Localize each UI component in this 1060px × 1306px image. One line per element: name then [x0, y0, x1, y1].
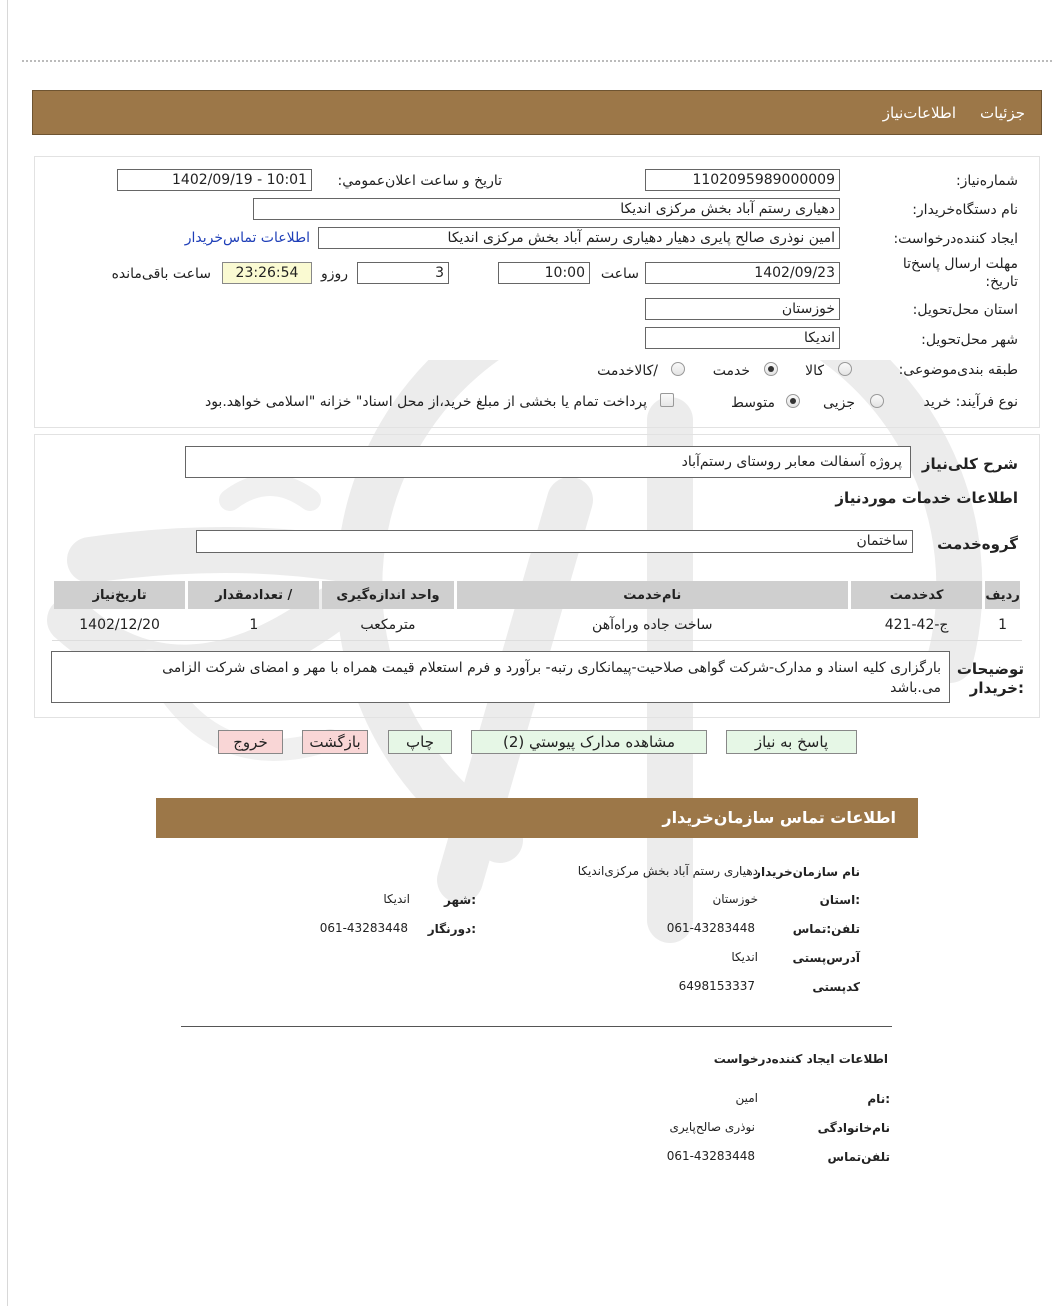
requester-name-label: :نام — [867, 1092, 890, 1106]
requester-family-label: نام‌خانوادگی — [817, 1121, 890, 1135]
deadline-date-field: 1402/09/23 — [645, 262, 840, 284]
postal-code-label: کد‌پستی — [812, 980, 860, 994]
contact-fax-label: :دورنگار — [427, 922, 476, 936]
hour-label: ساعت — [600, 266, 639, 282]
remaining-timer: 23:26:54 — [222, 262, 312, 284]
cell-quantity: 1 — [249, 617, 259, 633]
requester-title: اطلاعات ایجاد کننده‌درخواست — [713, 1052, 888, 1066]
cell-row: 1 — [998, 617, 1008, 633]
buyer-notes-line-2: می.باشد — [890, 680, 941, 696]
creator-field: امین نوذری صالح پایری دهیار دهیاری رستم آباد بخش مرکزی اندیکا — [318, 227, 840, 249]
category-goods-label: کالا — [805, 363, 824, 379]
buyer-notes-field — [51, 651, 950, 703]
contact-phone-value: 061-43283448 — [666, 921, 755, 935]
buyer-org-label: نام دستگاه‌خریدار: — [912, 202, 1018, 218]
process-radio-medium[interactable] — [786, 394, 800, 408]
contact-city-label: :شهر — [444, 893, 476, 907]
col-service-code: کدخدمت — [851, 581, 982, 609]
postal-code-value: 6498153337 — [678, 979, 755, 993]
payment-note: پرداخت تمام یا بخشی از مبلغ خرید،از محل اسناد" خزانه "اسلامی خواهد.بود — [204, 394, 647, 410]
city-field: اندیکا — [645, 327, 840, 349]
service-group-label: گروه‌خدمت — [937, 535, 1018, 553]
deadline-time-field: 10:00 — [498, 262, 590, 284]
process-radio-minor[interactable] — [870, 394, 884, 408]
deadline-label: مهلت ارسال پاسخ‌تا — [902, 256, 1018, 272]
attachments-button[interactable]: مشاهده مدارک پیوستي (2) — [471, 730, 707, 754]
province-field: خوزستان — [645, 298, 840, 320]
table-row — [54, 612, 1020, 638]
process-label: نوع فرآیند: خرید — [923, 394, 1018, 410]
requester-name-value: امین — [735, 1091, 758, 1105]
buyer-notes-label: توضیحات — [956, 660, 1024, 678]
announce-label: تاریخ و ساعت اعلان‌عمومي: — [337, 173, 502, 189]
buyer-notes-line-1: بارگزاری کلیه اسناد و مدارک-شرکت گواهی صلاحیت-پیمانکاری رتبه- برآورد و فرم استعلام قیمت همراه با مهر و امضای شرکت الزامی — [162, 660, 941, 676]
section-divider — [181, 1026, 892, 1027]
cell-service-code: ج-42-421 — [884, 617, 949, 633]
cell-unit: مترمکعب — [360, 617, 416, 633]
category-radio-goods[interactable] — [838, 362, 852, 376]
print-button[interactable]: چاپ — [388, 730, 452, 754]
col-unit: واحد اندازه‌گیری — [322, 581, 453, 609]
col-need-date: تاریخ‌نیاز — [54, 581, 185, 609]
exit-button[interactable]: خروج — [218, 730, 283, 754]
contact-section-header — [156, 798, 918, 838]
province-label: استان محل‌تحویل: — [912, 302, 1018, 318]
city-label: شهر محل‌تحویل: — [921, 332, 1018, 348]
requester-phone-label: تلفن‌تماس — [827, 1150, 890, 1164]
back-button[interactable]: بازگشت — [302, 730, 368, 754]
general-desc-field: پروژه آسفالت معابر روستای رستم‌آباد — [185, 446, 911, 478]
table-bottom-rule — [52, 640, 1022, 641]
col-service-name: نام‌خدمت — [457, 581, 848, 609]
contact-phone-label: تلفن:تماس — [792, 922, 860, 936]
need-number-field: 1102095989000009 — [645, 169, 840, 191]
buyer-org-field: دهیاری رستم آباد بخش مرکزی اندیکا — [253, 198, 840, 220]
table-header-row — [54, 581, 1020, 609]
page-edge-line — [7, 0, 8, 1306]
cell-service-name: ساخت جاده وراه‌آهن — [592, 617, 713, 633]
contact-city-value: اندیکا — [383, 892, 410, 906]
org-name-label: نام سازمان‌خریدار — [754, 865, 860, 879]
days-label: روزو — [320, 266, 348, 282]
col-quantity: / تعدادمقدار — [188, 581, 319, 609]
category-goods-service-label: /کالاخدمت — [597, 363, 658, 379]
process-minor-label: جزیی — [823, 395, 855, 411]
process-medium-label: متوسط — [731, 395, 775, 411]
buyer-contact-link[interactable]: اطلاعات تماس‌خریدار — [184, 230, 310, 246]
reply-button[interactable]: پاسخ به نیاز — [726, 730, 857, 754]
header-bar — [32, 90, 1042, 135]
days-field: 3 — [357, 262, 449, 284]
contact-province-label: :استان — [819, 893, 860, 907]
payment-checkbox[interactable] — [660, 393, 674, 407]
address-label: آدرس‌پستی — [792, 951, 860, 965]
category-label: طبقه بندی‌موضوعی: — [898, 362, 1018, 378]
address-value: اندیکا — [731, 950, 758, 964]
category-radio-service[interactable] — [764, 362, 778, 376]
services-title: اطلاعات خدمات موردنیاز — [835, 489, 1018, 507]
need-info-panel — [34, 156, 1040, 428]
contact-province-value: خوزستان — [712, 892, 758, 906]
requester-family-value: نوذری صالح‌پایری — [669, 1120, 755, 1134]
buyer-notes-label-2: :خریدار — [969, 679, 1024, 697]
category-radio-goods-service[interactable] — [671, 362, 685, 376]
creator-label: ایجاد کننده‌درخواست: — [893, 231, 1018, 247]
announce-datetime-field: 1402/09/19 - 10:01 — [117, 169, 312, 191]
general-desc-label: شرح کلی‌نیاز — [921, 455, 1018, 473]
top-dotted-divider — [22, 60, 1052, 62]
tab-details[interactable]: جزئیات — [980, 104, 1025, 122]
requester-phone-value: 061-43283448 — [666, 1149, 755, 1163]
need-number-label: شماره‌نیاز: — [955, 173, 1018, 189]
deadline-label-date: تاریخ: — [985, 274, 1018, 290]
tab-need-info[interactable]: اطلاعات‌نیاز — [882, 104, 956, 122]
contact-fax-value: 061-43283448 — [319, 921, 408, 935]
org-name-value: دهیاری رستم آباد بخش مرکزی‌اندیکا — [577, 864, 758, 878]
service-group-field: ساختمان — [196, 530, 913, 553]
remaining-label: ساعت باقی‌مانده — [111, 266, 211, 282]
category-service-label: خدمت — [712, 363, 750, 379]
cell-need-date: 1402/12/20 — [79, 617, 160, 633]
col-row: ردیف — [985, 581, 1020, 609]
contact-section-title: اطلاعات تماس سازمان‌خریدار — [662, 808, 896, 827]
services-table — [51, 578, 1023, 641]
